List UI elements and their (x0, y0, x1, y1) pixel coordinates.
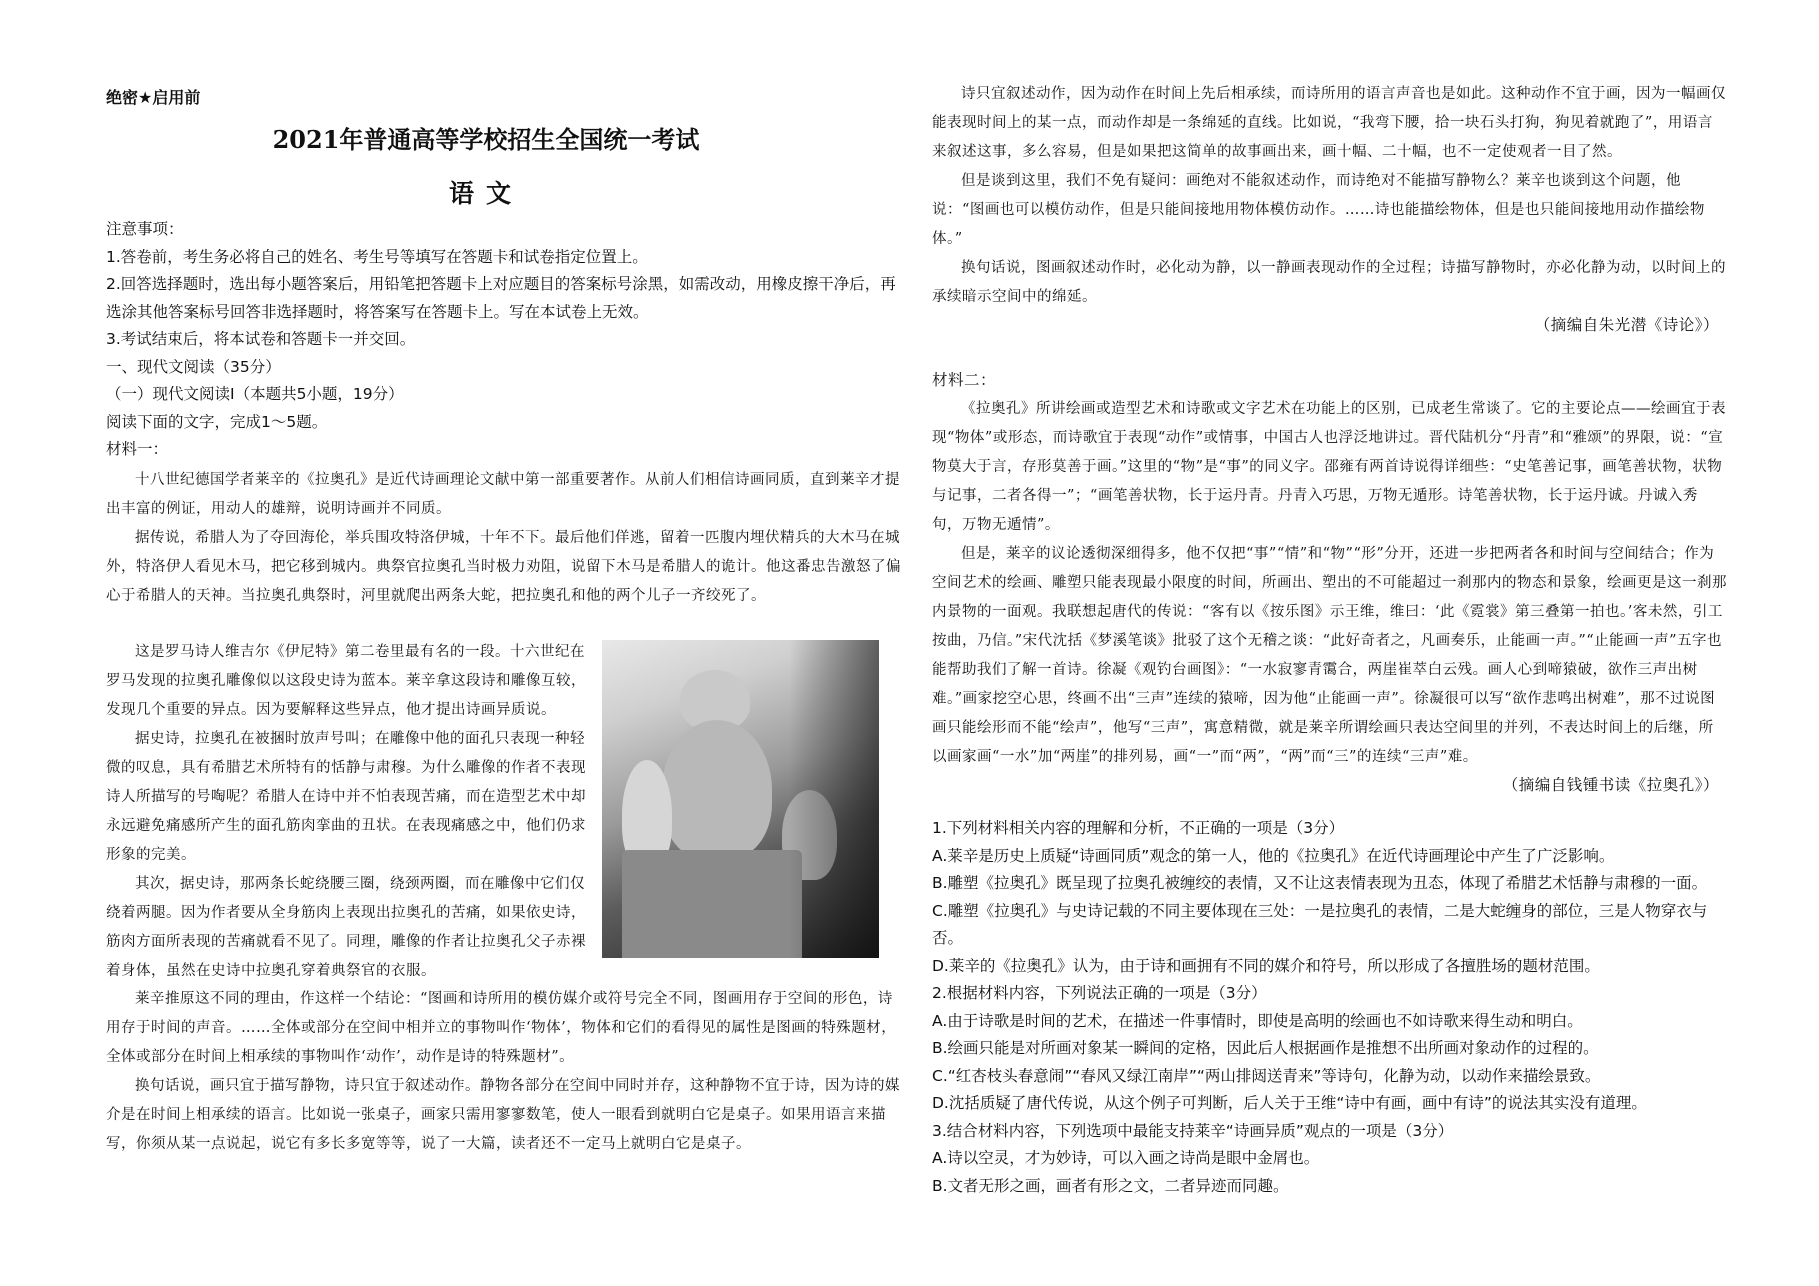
paragraph: 据史诗，拉奥孔在被捆时放声号叫；在雕像中他的面孔只表现一种轻微的叹息，具有希腊艺术所特有的恬静与肃穆。为什么雕像的作者不表现诗人所描写的号啕呢？希腊人在诗中并不怕表现苦痛，而在造型艺术中却永远避免痛感所产生的面孔筋肉挛曲的丑状。在表现痛感之中，他们仍求形象的完美。 (106, 731, 586, 863)
question-option: A.莱辛是历史上质疑“诗画同质”观念的第一人，他的《拉奥孔》在近代诗画理论中产生了广泛影响。 (932, 846, 1615, 865)
question-option: D.沈括质疑了唐代传说，从这个例子可判断，后人关于王维“诗中有画，画中有诗”的说法其实没有道理。 (932, 1094, 1647, 1112)
notice-block (106, 216, 906, 464)
material2-block (932, 367, 1727, 799)
laocoon-statue-photo (602, 640, 879, 958)
notice-item: 3.考试结束后，将本试卷和答题卡一并交回。 (106, 330, 416, 348)
question-option: B.文者无形之画，画者有形之文，二者异迹而同趣。 (932, 1176, 1289, 1195)
paragraph: 但是谈到这里，我们不免有疑问：画绝对不能叙述动作，而诗绝对不能描写静物么？莱辛也谈到这个问题，他说：“图画也可以模仿动作，但是只能间接地用物体模仿动作。……诗也能描绘物体，但是也只能间接地用动作描绘物体。” (932, 173, 1705, 247)
notice-heading: 注意事项： (106, 220, 184, 238)
material1-label: 材料一： (106, 440, 169, 458)
subsection-heading: （一）现代文阅读Ⅰ（本题共5小题，19分） (106, 385, 404, 403)
paragraph: 《拉奥孔》所讲绘画或造型艺术和诗歌或文字艺术在功能上的区别，已成老生常谈了。它的主要论点——绘画宜于表现“物体”或形态，而诗歌宜于表现“动作”或情事，中国古人也浮泛地讲过。晋代陆机分“丹青”和“雅颂”的界限，说：“宣物莫大于言，存形莫善于画。”这里的“物”是“事”的同义字。邵雍有两首诗说得详细些：“史笔善记事，画笔善状物，状物与记事，二者各得一”；“画笔善状物，长于运丹青。丹青入巧思，万物无遁形。诗笔善状物，长于运丹诚。丹诚入秀句，万物无遁情”。 (932, 400, 1726, 533)
notice-item: 2.回答选择题时，选出每小题答案后，用铅笔把答题卡上对应题目的答案标号涂黑，如需改动，用橡皮擦干净后，再选涂其他答案标号回答非选择题时，将答案写在答题卡上。写在本试卷上无效。 (106, 275, 896, 321)
questions-block (932, 815, 1727, 1200)
question-option: C.雕塑《拉奥孔》与史诗记载的不同主要体现在三处：一是拉奥孔的表情，二是大蛇缠身的部位，三是人物穿衣与否。 (932, 901, 1708, 947)
instruction: 阅读下面的文字，完成1～5题。 (106, 412, 328, 431)
subject-title: 语文 (448, 179, 523, 208)
question-option: B.雕塑《拉奥孔》既呈现了拉奥孔被缠绞的表情，又不让这表情表现为丑态，体现了希腊艺术恬静与肃穆的一面。 (932, 874, 1708, 892)
exam-title: 2021年普通高等学校招生全国统一考试 (272, 125, 700, 154)
notice-item: 1.答卷前，考生务必将自己的姓名、考生号等填写在答题卡和试卷指定位置上。 (106, 247, 648, 266)
material1-right (932, 80, 1727, 340)
section-heading: 一、现代文阅读（35分） (106, 357, 281, 376)
material1-side (106, 638, 588, 986)
paragraph: 这是罗马诗人维吉尔《伊尼特》第二卷里最有名的一段。十六世纪在罗马发现的拉奥孔雕像似以这段史诗为蓝本。莱辛拿这段诗和雕像互较，发现几个重要的异点。因为要解释这些异点，他才提出诗画异质说。 (106, 644, 586, 718)
paragraph: 据传说，希腊人为了夺回海伦，举兵围攻特洛伊城，十年不下。最后他们佯逃，留着一匹腹内埋伏精兵的大木马在城外，特洛伊人看见木马，把它移到城内。典祭官拉奥孔当时极力劝阻，说留下木马是希腊人的诡计。他这番忠告激怒了偏心于希腊人的天神。当拉奥孔典祭时，河里就爬出两条大蛇，把拉奥孔和他的两个儿子一齐绞死了。 (106, 530, 901, 604)
confidential-mark: 绝密★启用前 (106, 88, 201, 107)
paragraph: 其次，据史诗，那两条长蛇绕腰三圈，绕颈两圈，而在雕像中它们仅绕着两腿。因为作者要从全身筋肉上表现出拉奥孔的苦痛，如果依史诗，筋肉方面所表现的苦痛就看不见了。同理，雕像的作者让拉奥孔父子赤裸着身体，虽然在史诗中拉奥孔穿着典祭官的衣服。 (106, 876, 586, 979)
source-citation: （摘编自朱光潜《诗论》） (1534, 316, 1719, 334)
paragraph: 莱辛推原这不同的理由，作这样一个结论：“图画和诗所用的模仿媒介或符号完全不同，图画用存于空间的形色，诗用存于时间的声音。……全体或部分在空间中相并立的事物叫作‘物体’，物体和它们的看得见的属性是图画的特殊题材，全体或部分在时间上相承续的事物叫作‘动作’，动作是诗的特殊题材”。 (106, 991, 897, 1065)
question-option: B.绘画只能是对所画对象某一瞬间的定格，因此后人根据画作是推想不出所画对象动作的过程的。 (932, 1039, 1599, 1057)
material2-label: 材料二： (932, 371, 997, 389)
material1-bottom (106, 985, 906, 1159)
paragraph: 诗只宜叙述动作，因为动作在时间上先后相承续，而诗所用的语言声音也是如此。这种动作不宜于画，因为一幅画仅能表现时间上的某一点，而动作却是一条绵延的直线。比如说，“我弯下腰，拾一块石头打狗，狗见着就跑了”，用语言来叙述这事，多么容易，但是如果把这简单的故事画出来，画十幅、二十幅，也不一定使观者一目了然。 (932, 86, 1726, 160)
question-option: A.诗以空灵，才为妙诗，可以入画之诗尚是眼中金屑也。 (932, 1149, 1320, 1167)
paragraph: 十八世纪德国学者莱辛的《拉奥孔》是近代诗画理论文献中第一部重要著作。从前人们相信诗画同质，直到莱辛才提出丰富的例证，用动人的雄辩，说明诗画并不同质。 (106, 472, 900, 517)
paragraph: 换句话说，图画叙述动作时，必化动为静，以一静画表现动作的全过程；诗描写静物时，亦必化静为动，以时间上的承续暗示空间中的绵延。 (932, 260, 1726, 305)
paragraph: 换句话说，画只宜于描写静物，诗只宜于叙述动作。静物各部分在空间中同时并存，这种静物不宜于诗，因为诗的媒介是在时间上相承续的语言。比如说一张桌子，画家只需用寥寥数笔，使人一眼看到就明白它是桌子。如果用语言来描写，你须从某一点说起，说它有多长多宽等等，说了一大篇，读者还不一定马上就明白它是桌子。 (106, 1078, 900, 1152)
source-citation: （摘编自钱锺书读《拉奥孔》） (1502, 775, 1719, 794)
material1-top (106, 466, 906, 611)
question-option: D.莱辛的《拉奥孔》认为，由于诗和画拥有不同的媒介和符号，所以形成了各擅胜场的题材范围。 (932, 956, 1600, 975)
question-option: A.由于诗歌是时间的艺术，在描述一件事情时，即使是高明的绘画也不如诗歌来得生动和明白。 (932, 1011, 1583, 1030)
paragraph: 但是，莱辛的议论透彻深细得多，他不仅把“事”“情”和“物”“形”分开，还进一步把两者各和时间与空间结合；作为空间艺术的绘画、雕塑只能表现最小限度的时间，所画出、塑出的不可能超过一刹那内的物态和景象，绘画更是这一刹那内景物的一面观。我联想起唐代的传说：“客有以《按乐图》示王维，维曰：‘此《霓裳》第三叠第一拍也。’客未然，引工按曲，乃信。”宋代沈括《梦溪笔谈》批驳了这个无稽之谈：“此好奇者之，凡画奏乐，止能画一声。”“止能画一声”五字也能帮助我们了解一首诗。徐凝《观钓台画图》：“一水寂寥青霭合，两崖崔萃白云残。画人心到啼猿破，欲作三声出树难。”画家挖空心思，终画不出“三声”连续的猿啼，因为他“止能画一声”。徐凝很可以写“欲作悲鸣出树难”，那不过说图画只能绘形而不能“绘声”，他写“三声”，寓意精微，就是莱辛所谓绘画只表达空间里的并列，不表达时间上的后继，所以画家画“一水”加“两崖”的排列易，画“一”而“两”，“两”而“三”的连续“三声”难。 (932, 545, 1727, 765)
question-option: C.“红杏枝头春意闹”“春风又绿江南岸”“两山排闼送青来”等诗句，化静为动，以动作来描绘景致。 (932, 1066, 1601, 1085)
question-stem: 3.结合材料内容，下列选项中最能支持莱辛“诗画异质”观点的一项是（3分） (932, 1121, 1454, 1140)
question-stem: 2.根据材料内容，下列说法正确的一项是（3分） (932, 984, 1267, 1002)
question-stem: 1.下列材料相关内容的理解和分析，不正确的一项是（3分） (932, 819, 1345, 837)
